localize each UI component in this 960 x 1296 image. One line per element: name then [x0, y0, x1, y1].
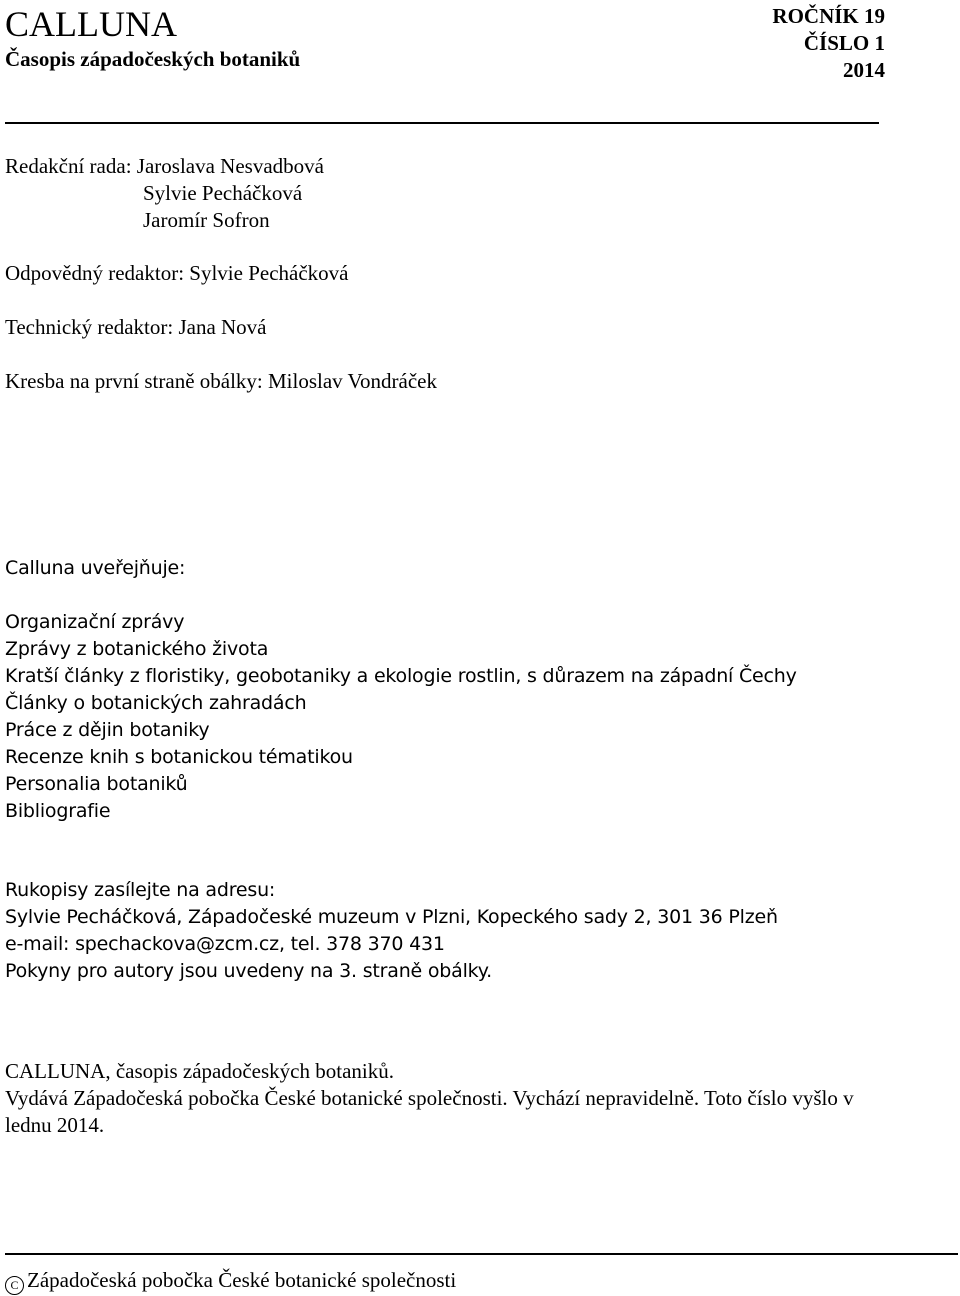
- list-item: Recenze knih s botanickou tématikou: [5, 746, 353, 768]
- list-item: Bibliografie: [5, 800, 111, 822]
- board-member: Sylvie Pecháčková: [143, 181, 303, 205]
- issue-info: [772, 3, 885, 84]
- journal-subtitle: Časopis západočeských botaniků: [5, 47, 301, 71]
- footer-divider: [5, 1253, 958, 1255]
- submission-line: Pokyny pro autory jsou uvedeny na 3. straně obálky.: [5, 960, 492, 982]
- submission-address: Sylvie Pecháčková, Západočeské muzeum v Plzni, Kopeckého sady 2, 301 36 Plzeň: [5, 906, 778, 928]
- list-item: Personalia botaniků: [5, 773, 188, 795]
- copyright-icon: C: [5, 1276, 24, 1295]
- list-item: Kratší články z floristiky, geobotaniky a ekologie rostlin, s důrazem na západní Čechy: [5, 665, 797, 687]
- copyright-holder: Západočeská pobočka České botanické společnosti: [27, 1268, 457, 1292]
- submission-contact: e-mail: spechackova@zcm.cz, tel. 378 370 431: [5, 933, 445, 955]
- header-divider: [5, 122, 879, 124]
- list-item: Zprávy z botanického života: [5, 638, 269, 660]
- issue-year: 2014: [843, 58, 885, 82]
- responsible-editor: Odpovědný redaktor: Sylvie Pecháčková: [5, 261, 349, 285]
- submission-info: [5, 877, 778, 985]
- board-member: Jaromír Sofron: [143, 208, 270, 232]
- list-item: Články o botanických zahradách: [5, 692, 307, 714]
- board-member: Jaroslava Nesvadbová: [136, 154, 324, 178]
- board-label: Redakční rada:: [5, 154, 132, 178]
- list-item: Práce z dějin botaniky: [5, 719, 210, 741]
- copyright-line: [5, 1267, 456, 1295]
- technical-editor: Technický redaktor: Jana Nová: [5, 315, 267, 339]
- issue-number: ČÍSLO 1: [803, 31, 885, 55]
- list-item: Organizační zprávy: [5, 611, 185, 633]
- colophon-line: CALLUNA, časopis západočeských botaniků.: [5, 1059, 394, 1083]
- colophon: [5, 1058, 885, 1139]
- issue-volume: ROČNÍK 19: [772, 4, 885, 28]
- publishes-list: [5, 609, 797, 825]
- submission-line: Rukopisy zasílejte na adresu:: [5, 879, 276, 901]
- journal-title: CALLUNA: [5, 4, 177, 44]
- colophon-line: Vydává Západočeská pobočka České botanické společnosti. Vychází nepravidelně. Toto číslo vyšlo v lednu 2014.: [5, 1086, 854, 1137]
- board-label-line: [5, 153, 324, 180]
- cover-drawing-credit: Kresba na první straně obálky: Miloslav Vondráček: [5, 369, 437, 393]
- publishes-heading: Calluna uveřejňuje:: [5, 557, 186, 579]
